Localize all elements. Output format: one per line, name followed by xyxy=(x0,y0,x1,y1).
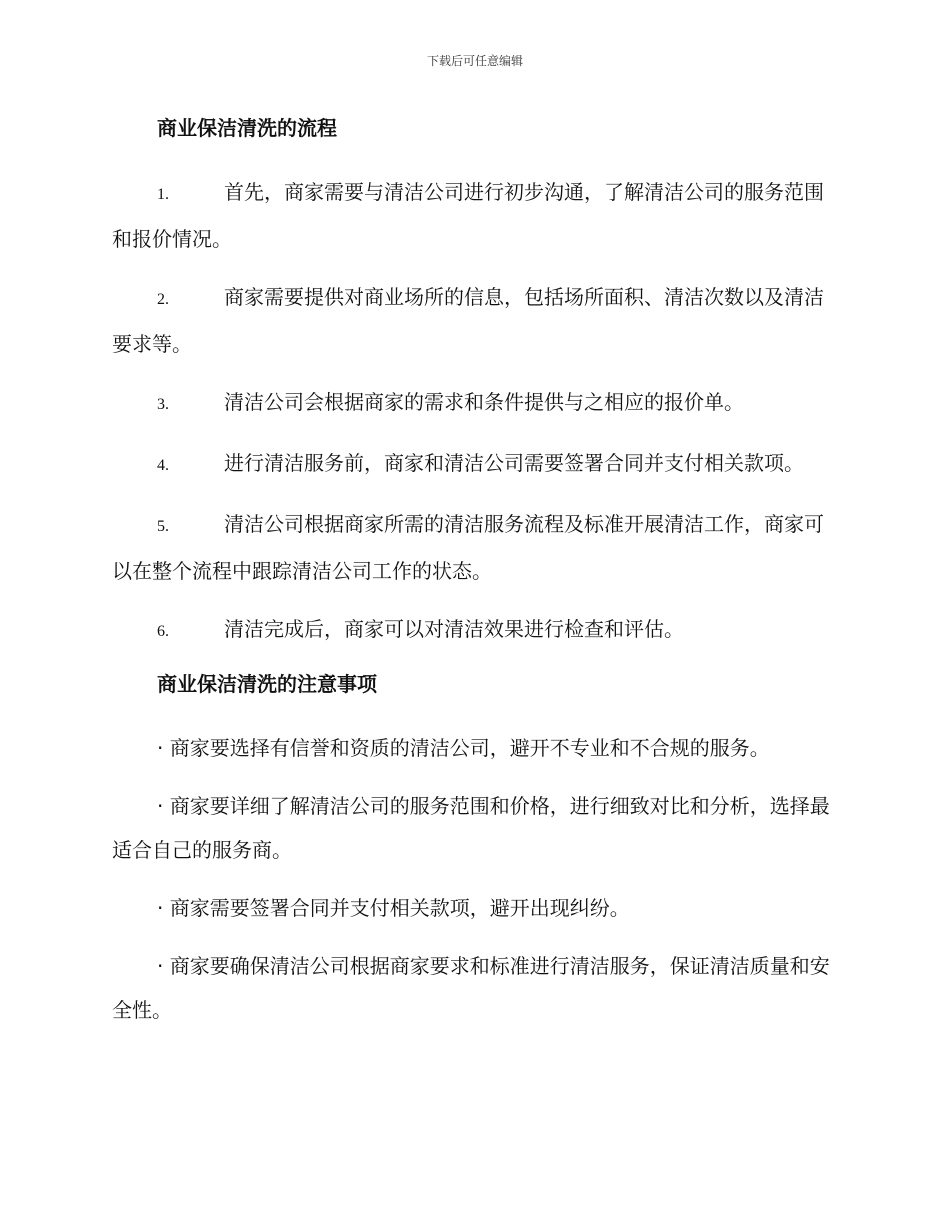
section-title-notes: 商业保洁清洗的注意事项 xyxy=(157,672,377,696)
document-body xyxy=(112,112,834,1046)
note-item xyxy=(112,784,834,872)
step-number: 6. xyxy=(157,623,169,640)
process-step xyxy=(112,170,834,261)
step-text: 清洁完成后，商家可以对清洁效果进行检查和评估。 xyxy=(224,617,684,641)
note-text: · 商家要详细了解清洁公司的服务范围和价格，进行细致对比和分析，选择最适合自己的服务商。 xyxy=(112,794,830,862)
process-step xyxy=(112,607,834,654)
note-text: · 商家要确保清洁公司根据商家要求和标准进行清洁服务，保证清洁质量和安全性。 xyxy=(112,954,830,1022)
note-item xyxy=(112,726,834,770)
note-text: · 商家要选择有信誉和资质的清洁公司，避开不专业和不合规的服务。 xyxy=(157,736,770,760)
page-header: 下载后可任意编辑 xyxy=(426,54,523,68)
process-step xyxy=(112,275,834,366)
step-text: 清洁公司会根据商家的需求和条件提供与之相应的报价单。 xyxy=(224,390,744,414)
step-text: 进行清洁服务前，商家和清洁公司需要签署合同并支付相关款项。 xyxy=(224,451,804,475)
process-step xyxy=(112,502,834,593)
process-step xyxy=(112,441,834,488)
step-number: 1. xyxy=(157,186,169,203)
step-number: 4. xyxy=(157,457,169,474)
section-title-process: 商业保洁清洗的流程 xyxy=(157,116,337,140)
step-number: 5. xyxy=(157,518,169,535)
note-text: · 商家需要签署合同并支付相关款项，避开出现纠纷。 xyxy=(157,896,630,920)
note-item xyxy=(112,886,834,930)
step-text: 首先，商家需要与清洁公司进行初步沟通，了解清洁公司的服务范围和报价情况。 xyxy=(112,180,824,251)
step-number: 3. xyxy=(157,396,169,413)
step-text: 商家需要提供对商业场所的信息，包括场所面积、清洁次数以及清洁要求等。 xyxy=(112,285,824,356)
note-item xyxy=(112,944,834,1032)
process-step xyxy=(112,380,834,427)
step-text: 清洁公司根据商家所需的清洁服务流程及标准开展清洁工作，商家可以在整个流程中跟踪清洁公司工作的状态。 xyxy=(112,512,824,583)
step-number: 2. xyxy=(157,291,169,308)
